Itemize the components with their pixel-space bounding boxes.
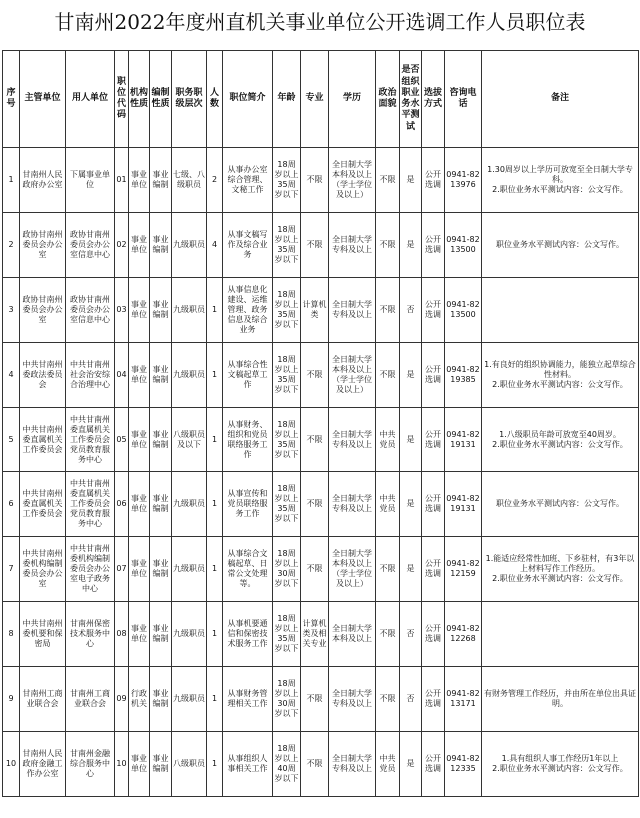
cell-edu: 全日制大学专科及以上: [329, 732, 376, 797]
cell-edu: 全日制大学本科及以上: [329, 602, 376, 667]
cell-phone: 0941-8212159: [445, 537, 482, 602]
cell-phone: 0941-8213500: [445, 212, 482, 277]
cell-unit: 中共甘南州委机构编制委员会办公室电子政务中心: [66, 537, 115, 602]
cell-edu: 全日制大学本科及以上（学士学位及以上）: [329, 148, 376, 213]
cell-rank: 九级职员: [172, 342, 207, 407]
cell-note: 1.具有组织人事工作经历1年以上 2.职位业务水平测试内容：公文写作。: [482, 732, 639, 797]
cell-method: 公开选调: [422, 407, 445, 472]
cell-note: 职位业务水平测试内容：公文写作。: [482, 472, 639, 537]
cell-code: 03: [115, 277, 129, 342]
cell-org-type: 事业单位: [129, 148, 150, 213]
cell-staff-type: 事业编制: [150, 212, 172, 277]
cell-method: 公开选调: [422, 667, 445, 732]
cell-politics: 不限: [376, 602, 400, 667]
cell-test: 是: [400, 212, 422, 277]
cell-org-type: 事业单位: [129, 602, 150, 667]
cell-age: 18周岁以上30周岁以下: [273, 667, 301, 732]
header-age: 年龄: [273, 51, 301, 148]
cell-method: 公开选调: [422, 472, 445, 537]
cell-major: 不限: [301, 342, 329, 407]
cell-unit: 下属事业单位: [66, 148, 115, 213]
header-intro: 职位简介: [223, 51, 273, 148]
cell-org-type: 行政机关: [129, 667, 150, 732]
header-staff-type: 编制性质: [150, 51, 172, 148]
cell-note: [482, 602, 639, 667]
cell-edu: 全日制大学专科及以上: [329, 212, 376, 277]
cell-code: 02: [115, 212, 129, 277]
cell-phone: 0941-8212335: [445, 732, 482, 797]
cell-code: 01: [115, 148, 129, 213]
cell-code: 10: [115, 732, 129, 797]
cell-note: 1.八级职员年龄可放宽至40周岁。 2.职位业务水平测试内容：公文写作。: [482, 407, 639, 472]
cell-major: 不限: [301, 472, 329, 537]
cell-test: 否: [400, 667, 422, 732]
cell-unit: 甘南州金融综合服务中心: [66, 732, 115, 797]
cell-politics: 不限: [376, 148, 400, 213]
cell-org-type: 事业单位: [129, 732, 150, 797]
cell-staff-type: 事业编制: [150, 148, 172, 213]
cell-note: 职位业务水平测试内容：公文写作。: [482, 212, 639, 277]
cell-phone: 0941-8213171: [445, 667, 482, 732]
header-politics: 政治面貌: [376, 51, 400, 148]
cell-org-type: 事业单位: [129, 277, 150, 342]
cell-test: 是: [400, 148, 422, 213]
cell-rank: 八级职员及以下: [172, 407, 207, 472]
cell-age: 18周岁以上35周岁以下: [273, 472, 301, 537]
cell-age: 18周岁以上35周岁以下: [273, 407, 301, 472]
cell-seq: 5: [3, 407, 20, 472]
cell-phone: 0941-8212268: [445, 602, 482, 667]
cell-note: 1.能适应经常性加班、下乡驻村，有3年以上材料写作工作经历。 2.职位业务水平测试内容：公文写作。: [482, 537, 639, 602]
cell-code: 06: [115, 472, 129, 537]
cell-unit: 甘南州保密技术服务中心: [66, 602, 115, 667]
cell-major: 计算机类及相关专业: [301, 602, 329, 667]
header-org-type: 机构性质: [129, 51, 150, 148]
cell-test: 是: [400, 537, 422, 602]
cell-count: 1: [207, 472, 223, 537]
table-row: [3, 148, 639, 213]
table-row: [3, 277, 639, 342]
cell-seq: 6: [3, 472, 20, 537]
cell-unit: 政协甘南州委员会办公室信息中心: [66, 212, 115, 277]
cell-major: 不限: [301, 537, 329, 602]
cell-intro: 从事机要通信和保密技术服务工作: [223, 602, 273, 667]
cell-unit: 中共甘南州委直属机关工作委员会党员教育服务中心: [66, 472, 115, 537]
cell-method: 公开选调: [422, 212, 445, 277]
cell-rank: 九级职员: [172, 667, 207, 732]
cell-age: 18周岁以上30周岁以下: [273, 537, 301, 602]
cell-intro: 从事组织人事相关工作: [223, 732, 273, 797]
cell-intro: 从事办公室综合管理、文秘工作: [223, 148, 273, 213]
header-method: 选拔方式: [422, 51, 445, 148]
cell-method: 公开选调: [422, 732, 445, 797]
cell-seq: 10: [3, 732, 20, 797]
cell-code: 09: [115, 667, 129, 732]
cell-politics: 中共党员: [376, 472, 400, 537]
cell-intro: 从事财务、组织和党员联络服务工作: [223, 407, 273, 472]
cell-age: 18周岁以上35周岁以下: [273, 342, 301, 407]
cell-staff-type: 事业编制: [150, 472, 172, 537]
cell-major: 不限: [301, 407, 329, 472]
cell-staff-type: 事业编制: [150, 277, 172, 342]
cell-politics: 不限: [376, 277, 400, 342]
cell-test: 否: [400, 602, 422, 667]
cell-staff-type: 事业编制: [150, 407, 172, 472]
header-major: 专业: [301, 51, 329, 148]
cell-rank: 九级职员: [172, 472, 207, 537]
cell-age: 18周岁以上35周岁以下: [273, 148, 301, 213]
cell-seq: 7: [3, 537, 20, 602]
header-note: 备注: [482, 51, 639, 148]
cell-note: 有财务管理工作经历，并由所在单位出具证明。: [482, 667, 639, 732]
cell-unit: 中共甘南州社会治安综合治理中心: [66, 342, 115, 407]
cell-org-type: 事业单位: [129, 342, 150, 407]
cell-intro: 从事综合文稿起草、日常公文处理等。: [223, 537, 273, 602]
cell-dept: 中共甘南州委机要和保密局: [20, 602, 66, 667]
cell-count: 2: [207, 148, 223, 213]
cell-seq: 2: [3, 212, 20, 277]
page-title: 甘南州2022年度州直机关事业单位公开选调工作人员职位表: [54, 10, 586, 34]
header-phone: 咨询电话: [445, 51, 482, 148]
cell-dept: 中共甘南州委政法委员会: [20, 342, 66, 407]
cell-phone: 0941-8213500: [445, 277, 482, 342]
positions-table: [2, 50, 639, 797]
cell-rank: 七级、八级职员: [172, 148, 207, 213]
cell-intro: 从事财务管理相关工作: [223, 667, 273, 732]
table-row: [3, 667, 639, 732]
cell-seq: 1: [3, 148, 20, 213]
cell-note: 1.30周岁以上学历可放宽至全日制大学专科。 2.职位业务水平测试内容：公文写作。: [482, 148, 639, 213]
cell-count: 1: [207, 342, 223, 407]
cell-edu: 全日制大学专科及以上: [329, 667, 376, 732]
cell-dept: 政协甘南州委员会办公室: [20, 212, 66, 277]
cell-phone: 0941-8219131: [445, 472, 482, 537]
cell-method: 公开选调: [422, 148, 445, 213]
table-row: [3, 472, 639, 537]
cell-rank: 九级职员: [172, 212, 207, 277]
cell-dept: 甘南州人民政府办公室: [20, 148, 66, 213]
cell-count: 1: [207, 667, 223, 732]
cell-politics: 不限: [376, 342, 400, 407]
cell-code: 05: [115, 407, 129, 472]
header-row: [3, 51, 639, 148]
cell-politics: 中共党员: [376, 407, 400, 472]
cell-staff-type: 事业编制: [150, 342, 172, 407]
header-dept: 主管单位: [20, 51, 66, 148]
cell-politics: 不限: [376, 537, 400, 602]
cell-code: 08: [115, 602, 129, 667]
cell-test: 是: [400, 472, 422, 537]
cell-staff-type: 事业编制: [150, 667, 172, 732]
cell-dept: 政协甘南州委员会办公室: [20, 277, 66, 342]
cell-politics: 不限: [376, 667, 400, 732]
cell-count: 1: [207, 602, 223, 667]
cell-method: 公开选调: [422, 342, 445, 407]
cell-unit: 甘南州工商业联合会: [66, 667, 115, 732]
table-row: [3, 407, 639, 472]
cell-age: 18周岁以上35周岁以下: [273, 212, 301, 277]
cell-test: 是: [400, 732, 422, 797]
cell-phone: 0941-8219131: [445, 407, 482, 472]
cell-major: 计算机类: [301, 277, 329, 342]
cell-method: 公开选调: [422, 277, 445, 342]
cell-count: 1: [207, 407, 223, 472]
header-unit: 用人单位: [66, 51, 115, 148]
cell-method: 公开选调: [422, 602, 445, 667]
cell-dept: 中共甘南州委直属机关工作委员会: [20, 472, 66, 537]
cell-rank: 八级职员: [172, 732, 207, 797]
cell-intro: 从事宣传和党员联络服务工作: [223, 472, 273, 537]
cell-age: 18周岁以上40周岁以下: [273, 732, 301, 797]
header-count: 人数: [207, 51, 223, 148]
cell-major: 不限: [301, 667, 329, 732]
cell-intro: 从事综合性文稿起草工作: [223, 342, 273, 407]
table-row: [3, 732, 639, 797]
cell-seq: 3: [3, 277, 20, 342]
cell-note: [482, 277, 639, 342]
cell-major: 不限: [301, 148, 329, 213]
table-row: [3, 537, 639, 602]
cell-count: 1: [207, 732, 223, 797]
cell-method: 公开选调: [422, 537, 445, 602]
cell-politics: 中共党员: [376, 732, 400, 797]
cell-major: 不限: [301, 212, 329, 277]
cell-dept: 甘南州人民政府金融工作办公室: [20, 732, 66, 797]
cell-staff-type: 事业编制: [150, 537, 172, 602]
cell-edu: 全日制大学本科及以上（学士学位及以上）: [329, 537, 376, 602]
cell-org-type: 事业单位: [129, 212, 150, 277]
cell-edu: 全日制大学本科及以上（学士学位及以上）: [329, 342, 376, 407]
cell-intro: 从事信息化建设、运维管理、政务信息及综合业务: [223, 277, 273, 342]
cell-unit: 中共甘南州委直属机关工作委员会党员教育服务中心: [66, 407, 115, 472]
cell-count: 1: [207, 537, 223, 602]
table-row: [3, 342, 639, 407]
header-rank: 职务职级层次: [172, 51, 207, 148]
cell-edu: 全日制大学专科及以上: [329, 277, 376, 342]
header-edu: 学历: [329, 51, 376, 148]
table-row: [3, 602, 639, 667]
cell-age: 18周岁以上35周岁以下: [273, 277, 301, 342]
cell-count: 4: [207, 212, 223, 277]
cell-note: 1.有良好的组织协调能力，能独立起草综合性材料。 2.职位业务水平测试内容：公文写作。: [482, 342, 639, 407]
cell-staff-type: 事业编制: [150, 732, 172, 797]
cell-rank: 九级职员: [172, 537, 207, 602]
header-code: 职位代码: [115, 51, 129, 148]
cell-test: 是: [400, 407, 422, 472]
cell-dept: 中共甘南州委直属机关工作委员会: [20, 407, 66, 472]
cell-rank: 九级职员: [172, 277, 207, 342]
cell-edu: 全日制大学专科及以上: [329, 407, 376, 472]
cell-org-type: 事业单位: [129, 472, 150, 537]
cell-dept: 甘南州工商业联合会: [20, 667, 66, 732]
cell-edu: 全日制大学专科及以上: [329, 472, 376, 537]
cell-intro: 从事文稿写作及综合业务: [223, 212, 273, 277]
cell-dept: 中共甘南州委机构编制委员会办公室: [20, 537, 66, 602]
cell-phone: 0941-8213976: [445, 148, 482, 213]
table-row: [3, 212, 639, 277]
cell-code: 07: [115, 537, 129, 602]
cell-staff-type: 事业编制: [150, 602, 172, 667]
cell-org-type: 事业单位: [129, 537, 150, 602]
cell-age: 18周岁以上35周岁以下: [273, 602, 301, 667]
cell-org-type: 事业单位: [129, 407, 150, 472]
cell-seq: 8: [3, 602, 20, 667]
cell-major: 不限: [301, 732, 329, 797]
cell-politics: 不限: [376, 212, 400, 277]
header-seq: 序号: [3, 51, 20, 148]
cell-seq: 4: [3, 342, 20, 407]
cell-rank: 九级职员: [172, 602, 207, 667]
cell-test: 否: [400, 277, 422, 342]
cell-count: 1: [207, 277, 223, 342]
cell-unit: 政协甘南州委员会办公室信息中心: [66, 277, 115, 342]
cell-phone: 0941-8219385: [445, 342, 482, 407]
cell-test: 是: [400, 342, 422, 407]
cell-seq: 9: [3, 667, 20, 732]
cell-code: 04: [115, 342, 129, 407]
header-test: 是否组织职业务水平测试: [400, 51, 422, 148]
